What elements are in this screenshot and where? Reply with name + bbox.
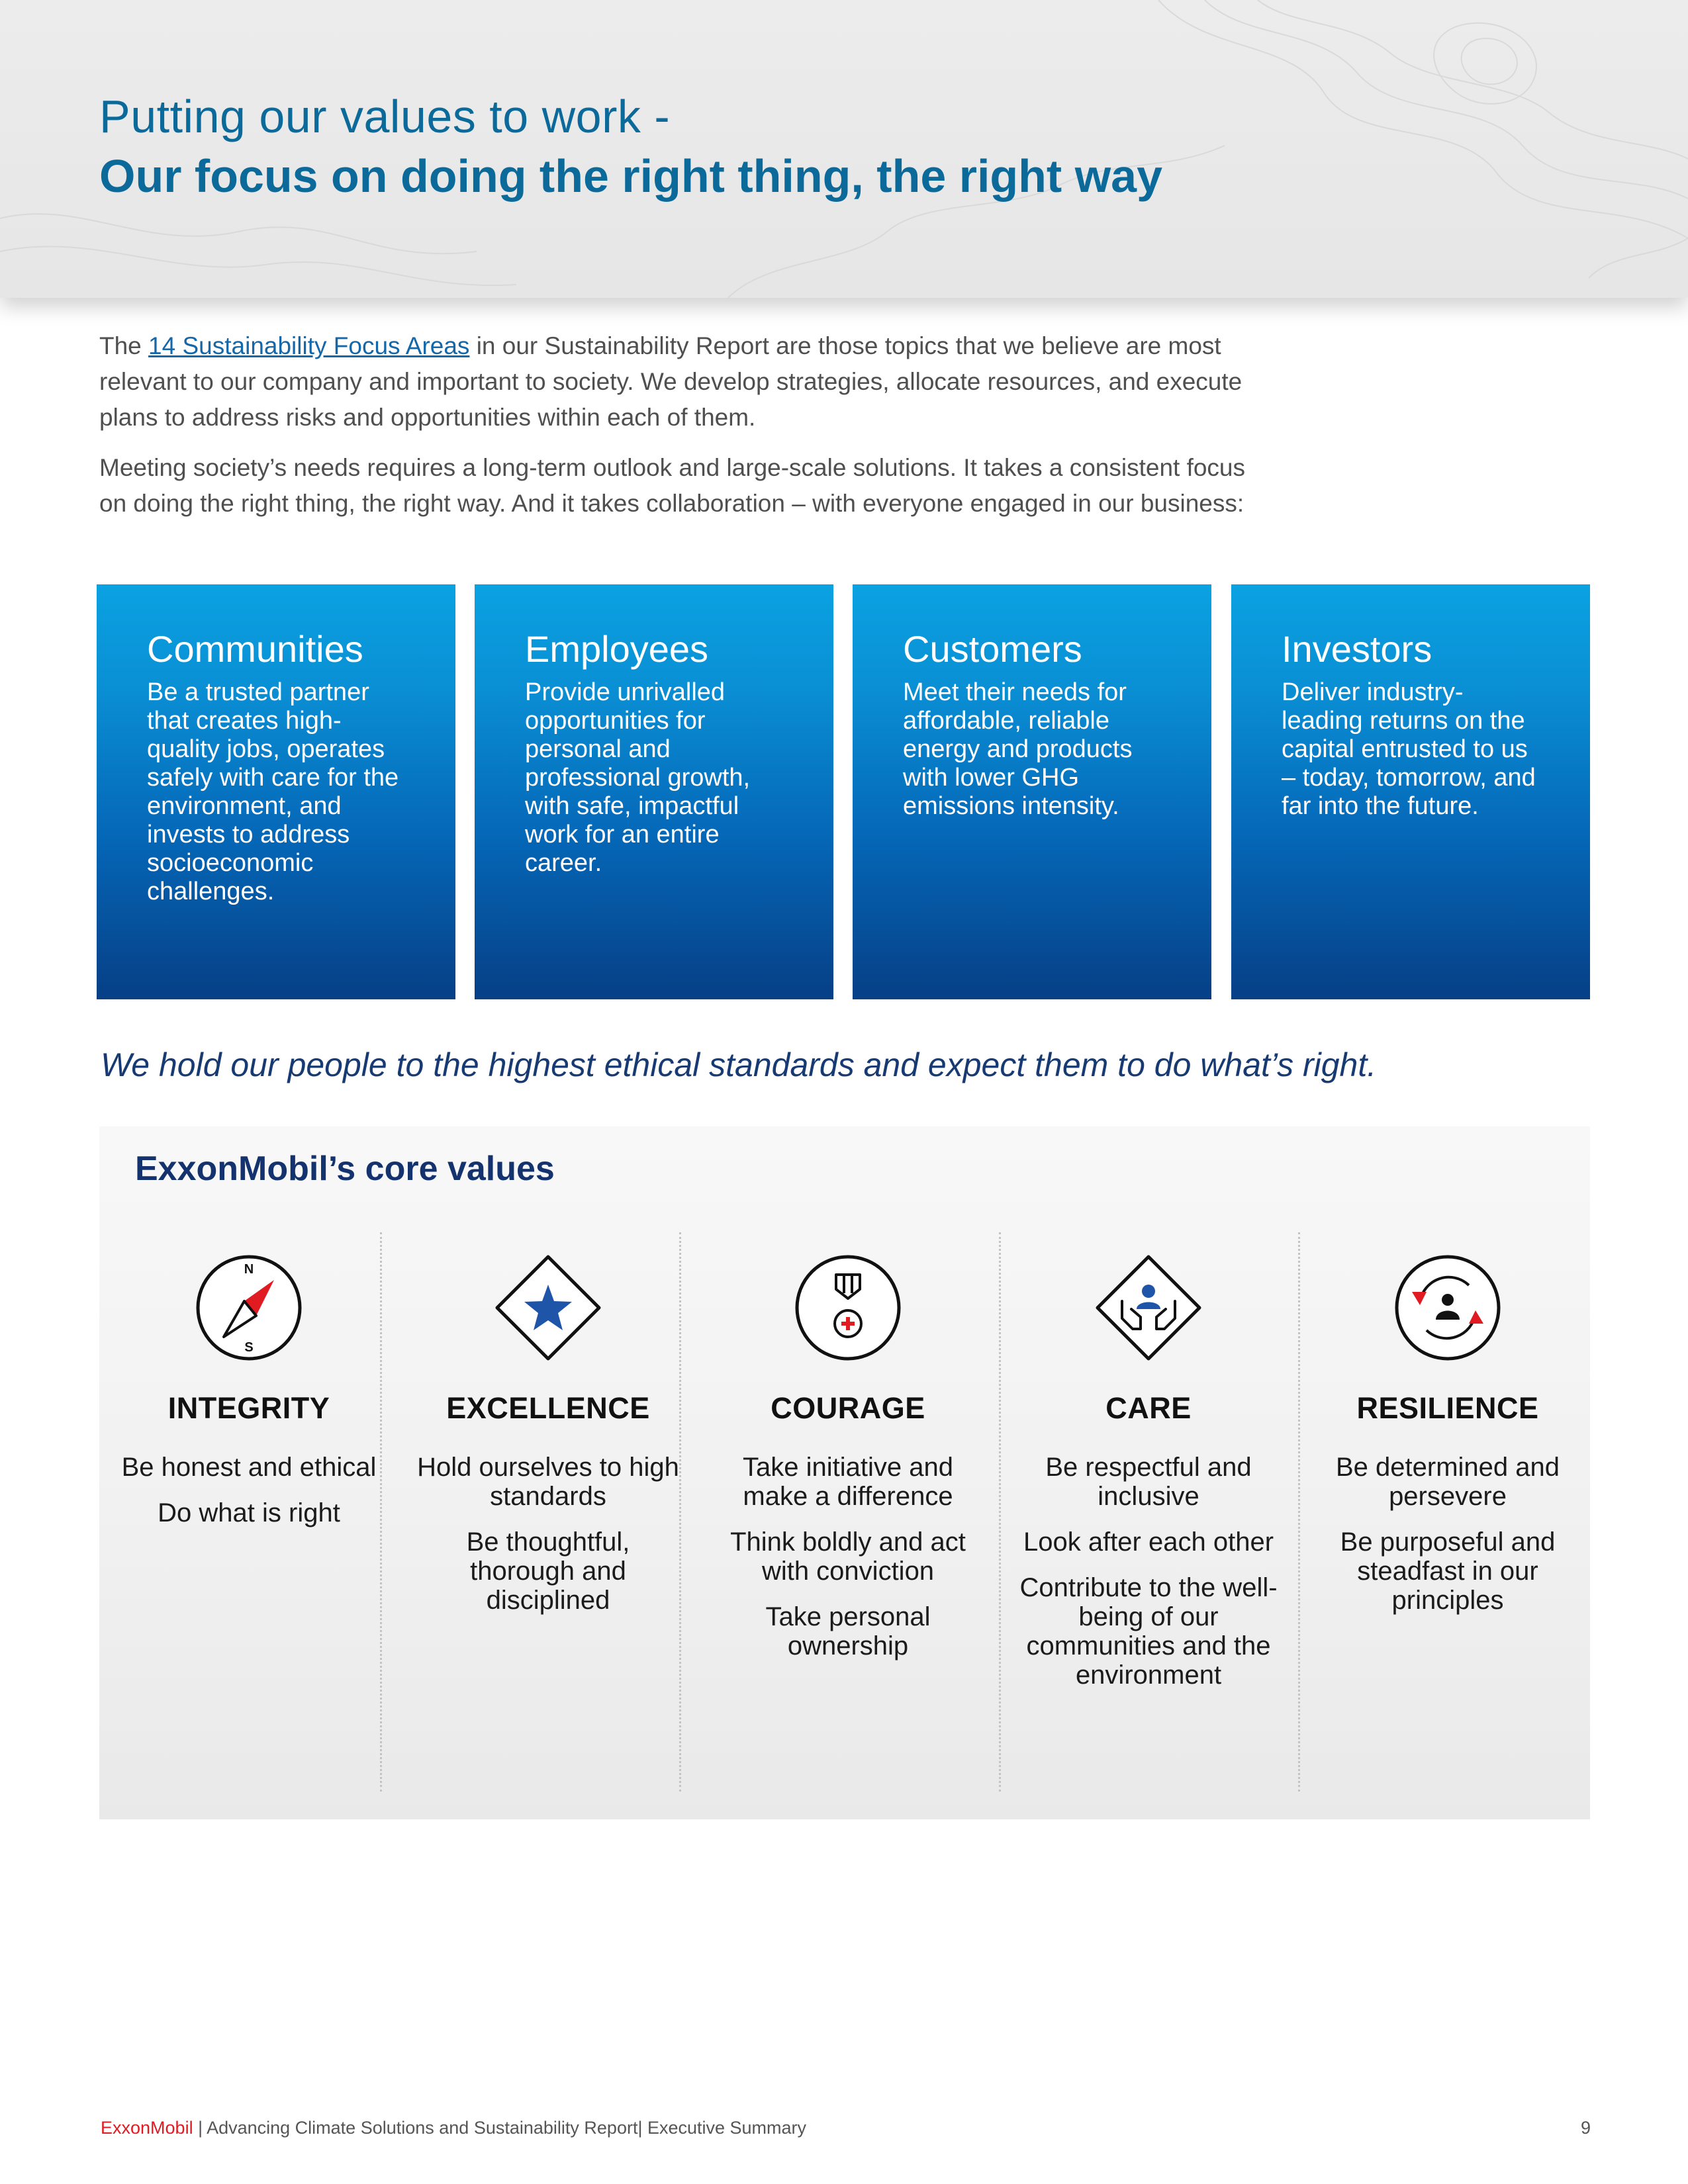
compass-north-label: N xyxy=(244,1262,254,1277)
value-item: Be respectful and inclusive xyxy=(1045,1453,1252,1511)
focus-areas-link[interactable]: 14 Sustainability Focus Areas xyxy=(148,332,470,359)
value-name: COURAGE xyxy=(771,1391,925,1425)
star-icon xyxy=(495,1255,601,1361)
value-resilience xyxy=(1298,1232,1597,1792)
value-items xyxy=(412,1453,684,1631)
card-title: Customers xyxy=(903,628,1082,670)
footer xyxy=(101,2118,806,2138)
ethics-quote: We hold our people to the highest ethical standards and expect them to do what’s right. xyxy=(101,1046,1377,1083)
value-name: CARE xyxy=(1105,1391,1192,1425)
footer-brand: ExxonMobil xyxy=(101,2118,193,2138)
card-title: Investors xyxy=(1282,628,1432,670)
value-name: INTEGRITY xyxy=(167,1391,330,1425)
intro-paragraph-1 xyxy=(99,328,1264,435)
value-items xyxy=(113,1453,385,1544)
value-item: Think boldly and act with conviction xyxy=(730,1527,966,1586)
cycle-person-icon xyxy=(1395,1255,1501,1361)
value-item: Be determined and persevere xyxy=(1335,1453,1560,1511)
value-items xyxy=(712,1453,984,1677)
card-text: Meet their needs for affordable, reliable energy and products with lower GHG emissions intensity. xyxy=(903,678,1133,820)
stakeholder-card-communities xyxy=(97,584,455,999)
header-band xyxy=(0,0,1688,298)
value-items xyxy=(1012,1453,1285,1706)
card-text: Deliver industry-leading returns on the capital entrusted to us – today, tomorrow, and far into the future. xyxy=(1282,678,1536,820)
stakeholder-card-investors xyxy=(1231,584,1590,999)
stakeholder-card-employees xyxy=(475,584,833,999)
card-title: Communities xyxy=(147,628,363,670)
compass-south-label: S xyxy=(244,1340,254,1355)
value-name: RESILIENCE xyxy=(1356,1391,1539,1425)
value-item: Be purposeful and steadfast in our principles xyxy=(1340,1527,1556,1615)
page-title-line2: Our focus on doing the right thing, the right way xyxy=(99,150,1163,202)
value-integrity xyxy=(99,1232,399,1792)
value-item: Take initiative and make a difference xyxy=(743,1453,953,1511)
value-item: Do what is right xyxy=(158,1498,340,1527)
value-item: Hold ourselves to high standards xyxy=(417,1453,679,1511)
card-title: Employees xyxy=(525,628,709,670)
card-text: Be a trusted partner that creates high-quality jobs, operates safely with care for the environment, and invests to address socioeconomic challenges. xyxy=(147,678,399,905)
value-care xyxy=(999,1232,1298,1792)
value-items xyxy=(1311,1453,1584,1631)
topographic-background xyxy=(0,0,1688,298)
value-item: Be honest and ethical xyxy=(121,1453,377,1482)
value-courage xyxy=(698,1232,998,1792)
value-excellence xyxy=(399,1232,698,1792)
core-values-panel xyxy=(99,1126,1590,1819)
footer-text: | Advancing Climate Solutions and Sustainability Report| Executive Summary xyxy=(193,2118,807,2138)
card-text: Provide unrivalled opportunities for personal and professional growth, with safe, impactful work for an entire career. xyxy=(525,678,751,877)
core-values-title: ExxonMobil’s core values xyxy=(135,1150,555,1188)
value-item: Take personal ownership xyxy=(765,1602,931,1661)
value-name: EXCELLENCE xyxy=(446,1391,650,1425)
intro-paragraph-2: Meeting society’s needs requires a long-term outlook and large-scale solutions. It takes a consistent focus on doing the right thing, the right way. And it takes collaboration – with everyone engaged in our business: xyxy=(99,454,1246,517)
stakeholder-card-customers xyxy=(853,584,1211,999)
value-item: Look after each other xyxy=(1023,1527,1274,1557)
page-title-line1: Putting our values to work - xyxy=(99,91,671,142)
caring-hands-icon xyxy=(1096,1255,1201,1361)
value-item: Be thoughtful, thorough and disciplined xyxy=(466,1527,630,1615)
intro-text: The xyxy=(99,332,149,359)
page-number: 9 xyxy=(1581,2118,1591,2138)
compass-icon xyxy=(196,1255,302,1361)
medal-icon xyxy=(795,1255,901,1361)
value-item: Contribute to the well-being of our communities and the environment xyxy=(1019,1573,1278,1690)
intro-text: in our Sustainability Report are those topics that we believe are most relevant to our company and important to society. We develop strategies, allocate resources, and execute plans to address risks and opportunities within each of them. xyxy=(99,332,1243,431)
